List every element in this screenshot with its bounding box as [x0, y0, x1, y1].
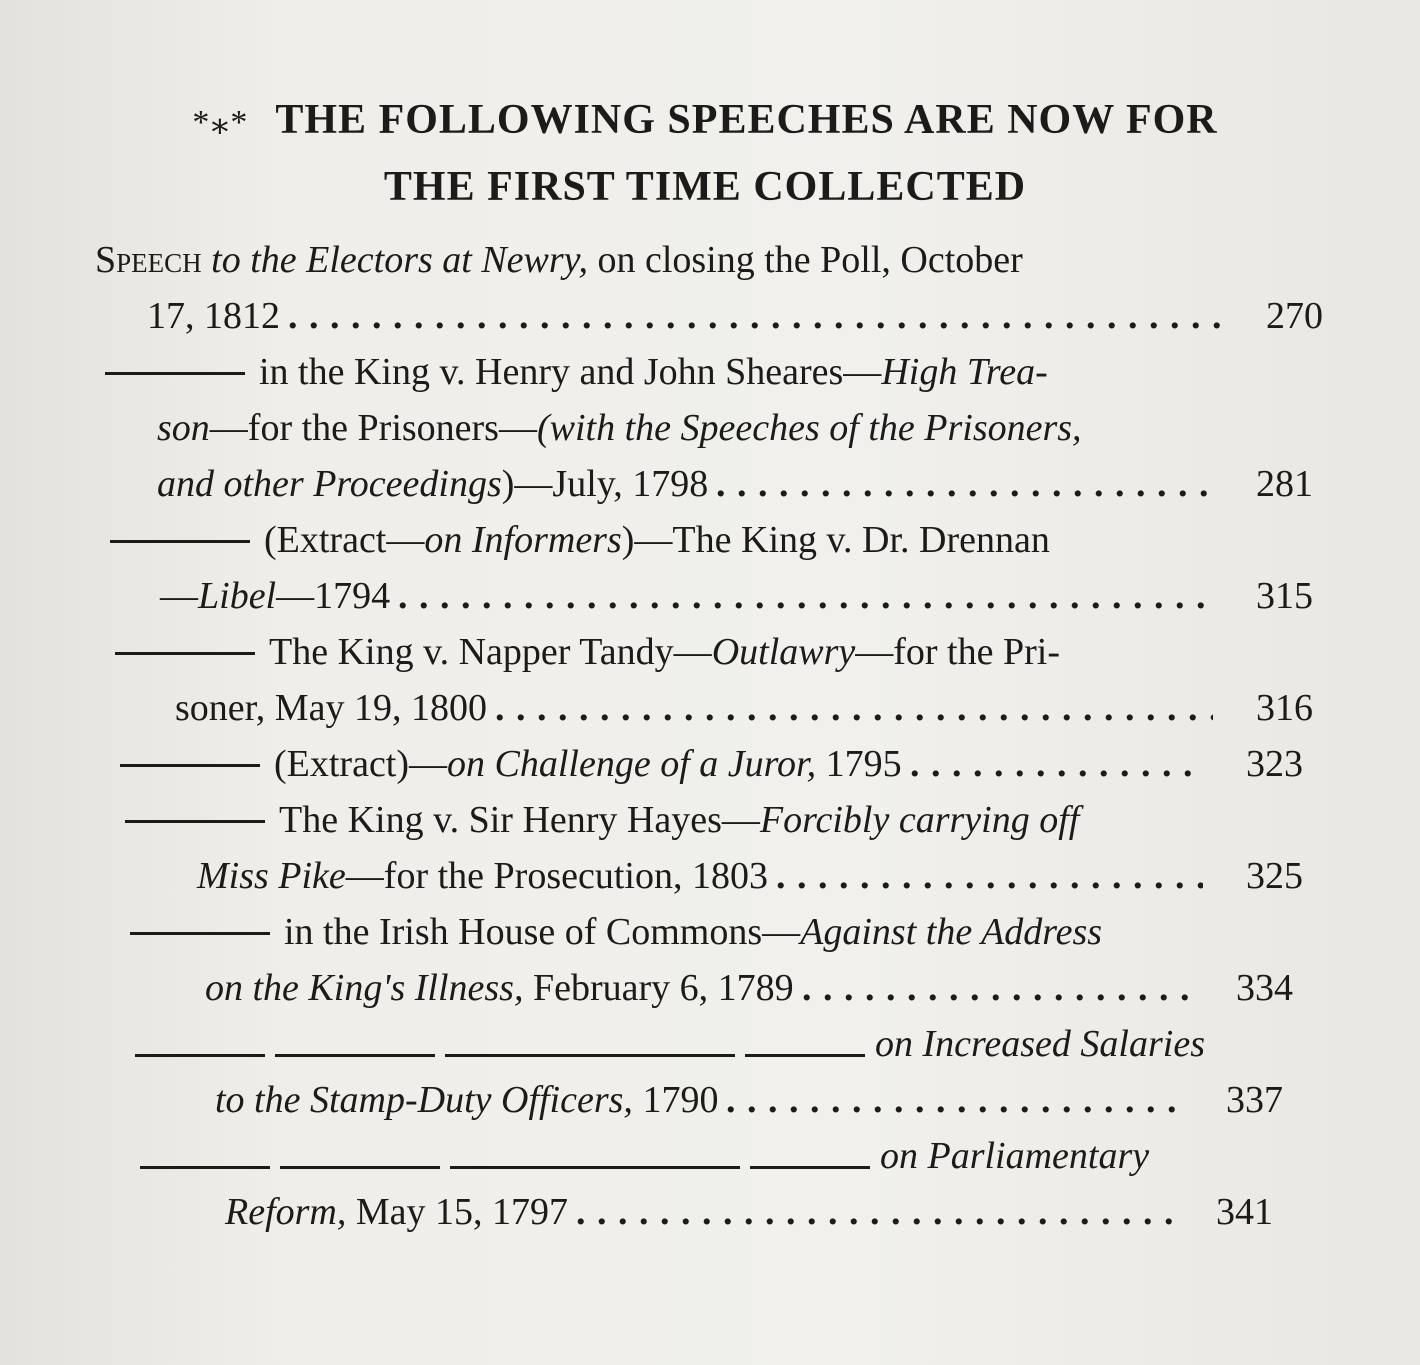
toc-entry-line — [95, 400, 1335, 456]
toc-entry-line — [95, 232, 1335, 288]
toc-entry — [95, 736, 1335, 792]
toc-text: —for the Pri- — [855, 631, 1060, 673]
toc-entry — [95, 344, 1335, 512]
toc-entry-line — [95, 288, 1335, 344]
toc-text: son — [157, 407, 210, 449]
toc-entry-line — [95, 848, 1335, 904]
page-number: 334 — [1236, 967, 1293, 1009]
toc-entry — [95, 1016, 1335, 1128]
dot-leader — [288, 288, 1223, 344]
toc-text: 17, 1812 — [147, 295, 280, 337]
toc-text: on Informers — [424, 519, 622, 561]
toc-text: on Challenge of a Juror, — [447, 743, 817, 785]
dot-leader — [910, 736, 1203, 792]
toc-entry — [95, 512, 1335, 624]
toc-text: on Increased Salaries — [875, 1023, 1205, 1065]
dot-leader — [398, 568, 1213, 624]
toc-entry-line — [95, 1016, 1335, 1072]
toc-text: )—July, 1798 — [501, 463, 709, 505]
toc-entry — [95, 624, 1335, 736]
dot-leader — [576, 1184, 1173, 1240]
toc-entry — [95, 1128, 1335, 1240]
page-number: 323 — [1246, 743, 1303, 785]
toc-text: Forcibly carrying off — [759, 799, 1080, 841]
dot-leader — [802, 960, 1193, 1016]
toc-text: (Extract— — [264, 519, 425, 561]
page-heading — [90, 88, 1320, 219]
toc-text: 1790 — [632, 1079, 719, 1121]
ditto-rule — [120, 764, 260, 767]
toc-text: — — [160, 575, 198, 617]
toc-text: —for the Prosecution, 1803 — [345, 855, 768, 897]
toc-entry-line — [95, 1184, 1335, 1240]
toc-text: on closing the Poll, October — [587, 239, 1023, 281]
toc-text: and other Proceedings — [157, 463, 502, 505]
ditto-rule — [110, 540, 250, 543]
toc-entry-line — [95, 344, 1335, 400]
ditto-rule — [135, 1017, 875, 1073]
page-number: 337 — [1226, 1079, 1283, 1121]
toc-text: The King v. Napper Tandy— — [269, 631, 712, 673]
page-number: 281 — [1256, 463, 1313, 505]
toc-text: Outlawry — [711, 631, 856, 673]
toc-entry-line — [95, 792, 1335, 848]
toc-entry-line — [95, 960, 1335, 1016]
toc-entry — [95, 904, 1335, 1016]
toc-entry-line — [95, 512, 1335, 568]
toc-text: (Extract)— — [274, 743, 448, 785]
toc-entry-line — [95, 456, 1335, 512]
toc-entry-line — [95, 904, 1335, 960]
toc-text: in the King v. Henry and John Sheares— — [259, 351, 882, 393]
toc-entry — [95, 232, 1335, 344]
ditto-rule — [125, 820, 265, 823]
toc-entry-line — [95, 1128, 1335, 1184]
page-number: 325 — [1246, 855, 1303, 897]
toc-text: —for the Prisoners— — [209, 407, 537, 449]
toc-entry — [95, 792, 1335, 904]
toc-text: February 6, 1789 — [523, 967, 794, 1009]
dot-leader — [776, 848, 1203, 904]
ditto-rule — [115, 652, 255, 655]
heading-line-1: *⁎* THE FOLLOWING SPEECHES ARE NOW FOR — [192, 97, 1218, 143]
toc-text: Libel — [198, 575, 277, 617]
toc-text: Miss Pike — [197, 855, 346, 897]
toc-entry-line — [95, 568, 1335, 624]
heading-line-2: THE FIRST TIME COLLECTED — [383, 164, 1027, 210]
toc-entry-line — [95, 736, 1335, 792]
toc-text: —1794 — [276, 575, 391, 617]
toc-text: The King v. Sir Henry Hayes— — [279, 799, 760, 841]
toc-text: on Parliamentary — [880, 1135, 1150, 1177]
asterism: *⁎* — [192, 104, 250, 141]
toc-text: 1795 — [816, 743, 902, 785]
toc-text: High Trea- — [881, 351, 1048, 393]
table-of-contents — [95, 232, 1335, 1240]
toc-text: May 15, 1797 — [346, 1191, 569, 1233]
toc-text: (with the Speeches of the Prisoners, — [536, 407, 1082, 449]
toc-entry-line — [95, 624, 1335, 680]
toc-text: Speech — [95, 239, 202, 281]
toc-text: Against the Address — [800, 911, 1103, 953]
ditto-rule — [105, 372, 245, 375]
toc-text: on the King's Illness, — [205, 967, 524, 1009]
page-number: 270 — [1266, 295, 1323, 337]
toc-text: soner, May 19, 1800 — [175, 687, 487, 729]
toc-text: Reform, — [225, 1191, 347, 1233]
ditto-rule — [130, 932, 270, 935]
toc-text: to the Stamp-Duty Officers, — [215, 1079, 633, 1121]
dot-leader — [495, 680, 1213, 736]
page-number: 316 — [1256, 687, 1313, 729]
toc-text: in the Irish House of Commons— — [284, 911, 801, 953]
toc-entry-line — [95, 1072, 1335, 1128]
toc-text: )—The King v. Dr. Drennan — [621, 519, 1050, 561]
page-number: 315 — [1256, 575, 1313, 617]
page-number: 341 — [1216, 1191, 1273, 1233]
toc-text: to the Electors at Newry, — [201, 239, 588, 281]
dot-leader — [726, 1072, 1183, 1128]
dot-leader — [716, 456, 1213, 512]
ditto-rule — [140, 1129, 880, 1185]
toc-entry-line — [95, 680, 1335, 736]
